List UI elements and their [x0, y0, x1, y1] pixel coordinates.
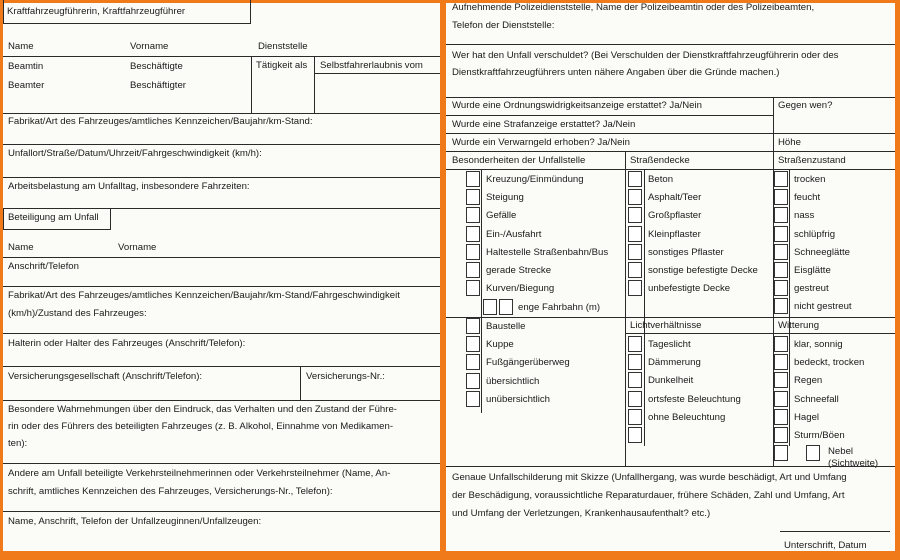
besonderheit-label-3: Gefälle	[486, 210, 517, 222]
stelle-label-1: Baustelle	[486, 321, 526, 332]
schilderung-line3: und Umfang der Verletzungen, Krankenhausaufenthalt? etc.)	[452, 508, 711, 519]
strassendecke-checkbox-5[interactable]	[628, 244, 642, 260]
sichtweite-label: (Sichtweite)	[828, 458, 879, 469]
arbeitsbelastung-label: Arbeitsbelastung am Unfalltag, insbesondere Fahrzeiten:	[8, 181, 250, 192]
vorname-label: Vorname	[130, 41, 169, 52]
strassenzustand-checkbox-8[interactable]	[774, 298, 788, 314]
witterung-label-4: Schneefall	[794, 393, 839, 405]
licht-label-4: ortsfeste Beleuchtung	[648, 393, 741, 405]
besonderheit-label-1: Kreuzung/Einmündung	[486, 174, 584, 185]
strassendecke-label-1: Beton	[648, 174, 674, 185]
stelle-checkbox-4[interactable]	[466, 373, 480, 389]
strassendecke-checkbox-4[interactable]	[628, 226, 642, 242]
licht-label-2: Dämmerung	[648, 357, 701, 369]
besonderheit-label-5: Haltestelle Straßenbahn/Bus	[486, 246, 609, 258]
strassenzustand-checkbox-1[interactable]	[774, 171, 788, 187]
licht-checkbox-2[interactable]	[628, 354, 642, 370]
verwarngeld-label: Wurde ein Verwarngeld erhoben? Ja/Nein	[452, 137, 630, 148]
licht-checkbox-1[interactable]	[628, 336, 642, 352]
strassendecke-label-5: sonstiges Pflaster	[648, 246, 724, 258]
besonderheit-label-6: gerade Strecke	[486, 265, 552, 276]
witterung-label-6: Sturm/Böen	[794, 430, 845, 441]
strafanzeige-label: Wurde eine Strafanzeige erstattet? Ja/Nein	[452, 119, 636, 130]
besonderheit-checkbox-6[interactable]	[466, 262, 480, 278]
beamter-option: Beamter	[8, 80, 45, 91]
zeugen-label: Name, Anschrift, Telefon der Unfallzeuginnen/Unfallzeugen:	[8, 516, 262, 527]
besonderheit-label-7: Kurven/Biegung	[486, 283, 555, 295]
beschaeftigter-option: Beschäftigter	[130, 80, 186, 91]
halterin-label: Halterin oder Halter des Fahrzeuges (Anschrift/Telefon):	[8, 338, 246, 349]
strassenzustand-label-7: gestreut	[794, 283, 829, 295]
besondere-line2: rin oder des Führers des beteiligten Fahrzeuges (z. B. Alkohol, Einnahme von Medikamen-	[8, 421, 394, 432]
versicherung-label: Versicherungsgesellschaft (Anschrift/Telefon):	[8, 371, 203, 382]
strassenzustand-checkbox-7[interactable]	[774, 280, 788, 296]
strassenzustand-label-6: Eisglätte	[794, 265, 831, 276]
licht-checkbox-3[interactable]	[628, 372, 642, 388]
licht-label-3: Dunkelheit	[648, 375, 694, 387]
fabrikat2-line1: Fabrikat/Art des Fahrzeuges/amtliches Kennzeichen/Baujahr/km-Stand/Fahrgeschwindigkeit	[8, 290, 400, 301]
hoehe-label: Höhe	[778, 137, 801, 148]
strassenzustand-label-1: trocken	[794, 174, 826, 185]
strassendecke-label-3: Großpflaster	[648, 210, 702, 222]
witterung-label-5: Hagel	[794, 411, 820, 423]
unterschrift-label: Unterschrift, Datum	[784, 540, 867, 551]
stelle-label-5: unübersichtlich	[486, 393, 550, 405]
besonderheiten-header: Besonderheiten der Unfallstelle	[452, 155, 586, 166]
witterung-header: Witterung	[778, 320, 820, 331]
verschuldet-line2: Dienstkraftfahrzeugführers unten nähere Angaben über die Gründe machen.)	[452, 67, 780, 78]
besonderheit-label-4: Ein-/Ausfahrt	[486, 228, 542, 240]
selbstfahrer-label: Selbstfahrerlaubnis vom	[320, 60, 423, 71]
gegen-wen-label: Gegen wen?	[778, 100, 833, 111]
strassendecke-label-6: sonstige befestigte Decke	[648, 265, 758, 276]
witterung-label-1: klar, sonnig	[794, 339, 843, 350]
nebel-checkbox[interactable]	[806, 445, 820, 461]
besonderheit-checkbox-7[interactable]	[466, 280, 480, 296]
strassenzustand-checkbox-5[interactable]	[774, 244, 788, 260]
stelle-checkbox-5[interactable]	[466, 391, 480, 407]
besondere-line3: ten):	[8, 438, 28, 449]
name2-label: Name	[8, 242, 34, 253]
strassenzustand-label-4: schlüpfrig	[794, 228, 836, 240]
anschrift-label: Anschrift/Telefon	[8, 261, 79, 272]
stelle-checkbox-3[interactable]	[466, 354, 480, 370]
beschaeftigte-option: Beschäftigte	[130, 61, 183, 72]
strassenzustand-label-8: nicht gestreut	[794, 301, 852, 313]
owi-label: Wurde eine Ordnungswidrigkeitsanzeige erstattet? Ja/Nein	[452, 100, 702, 111]
witterung-checkbox-3[interactable]	[774, 372, 788, 388]
strassenzustand-checkbox-2[interactable]	[774, 189, 788, 205]
licht-label-1: Tageslicht	[648, 339, 691, 350]
strassendecke-checkbox-6[interactable]	[628, 262, 642, 278]
unfallort-label: Unfallort/Straße/Datum/Uhrzeit/Fahrgeschwindigkeit (km/h):	[8, 148, 262, 159]
strassendecke-checkbox-7[interactable]	[628, 280, 642, 296]
witterung-checkbox-4[interactable]	[774, 391, 788, 407]
andere-line2: schrift, amtliches Kennzeichen des Fahrzeuges, Versicherungs-Nr., Telefon):	[8, 486, 333, 497]
besonderheit-checkbox-5[interactable]	[466, 244, 480, 260]
besonderheit-checkbox-4[interactable]	[466, 226, 480, 242]
vorname2-label: Vorname	[118, 242, 157, 253]
licht-extra-checkbox[interactable]	[628, 427, 642, 443]
stelle-checkbox-1[interactable]	[466, 318, 480, 334]
besonderheit-checkbox-2[interactable]	[466, 189, 480, 205]
name-label: Name	[8, 41, 34, 52]
licht-checkbox-4[interactable]	[628, 391, 642, 407]
frame-right	[895, 0, 900, 560]
schilderung-line1: Genaue Unfallschilderung mit Skizze (Unfallhergang, was wurde beschädigt, Art und Umfang	[452, 472, 847, 483]
strassenzustand-label-2: feucht	[794, 192, 821, 204]
strassendecke-label-2: Asphalt/Teer	[648, 192, 702, 204]
beamtin-option: Beamtin	[8, 61, 44, 72]
stelle-label-2: Kuppe	[486, 339, 514, 351]
stelle-label-4: übersichtlich	[486, 375, 540, 387]
licht-header: Lichtverhältnisse	[630, 320, 702, 331]
witterung-checkbox-5[interactable]	[774, 409, 788, 425]
strassendecke-checkbox-2[interactable]	[628, 189, 642, 205]
strassenzustand-header: Straßenzustand	[778, 155, 846, 166]
polizei-line2: Telefon der Dienststelle:	[452, 20, 555, 31]
besonderheit-checkbox-1[interactable]	[466, 171, 480, 187]
enge-fahrbahn-box-1[interactable]	[483, 299, 497, 315]
strassendecke-label-4: Kleinpflaster	[648, 228, 701, 240]
fabrikat-label: Fabrikat/Art des Fahrzeuges/amtliches Kennzeichen/Baujahr/km-Stand:	[8, 116, 313, 127]
verschuldet-line1: Wer hat den Unfall verschuldet? (Bei Verschulden der Dienstkraftfahrzeugführerin oder des	[452, 50, 839, 61]
strassenzustand-label-3: nass	[794, 210, 815, 222]
besondere-line1: Besondere Wahrnehmungen über den Eindruck, das Verhalten und den Zustand der Führe-	[8, 404, 397, 415]
witterung-label-2: bedeckt, trocken	[794, 357, 865, 369]
polizei-line1: Aufnehmende Polizeidienststelle, Name der Polizeibeamtin oder des Polizeibeamten,	[452, 2, 815, 13]
stelle-checkbox-2[interactable]	[466, 336, 480, 352]
taetig-als-label: Tätigkeit als	[256, 60, 308, 71]
witterung-checkbox-1[interactable]	[774, 336, 788, 352]
frame-bottom	[0, 551, 900, 560]
licht-label-5: ohne Beleuchtung	[648, 411, 726, 423]
frame-middle	[440, 0, 446, 560]
strassendecke-checkbox-1[interactable]	[628, 171, 642, 187]
strassendecke-header: Straßendecke	[630, 155, 690, 166]
licht-checkbox-5[interactable]	[628, 409, 642, 425]
strassenzustand-label-5: Schneeglätte	[794, 246, 851, 258]
versnr-label: Versicherungs-Nr.:	[306, 371, 385, 382]
nebel-label: Nebel	[828, 446, 854, 457]
besonderheit-checkbox-3[interactable]	[466, 207, 480, 223]
strassenzustand-checkbox-4[interactable]	[774, 226, 788, 242]
besonderheit-label-2: Steigung	[486, 192, 524, 204]
enge-fahrbahn-box-2[interactable]	[499, 299, 513, 315]
dienststelle-label: Dienststelle	[258, 41, 308, 52]
strassenzustand-checkbox-3[interactable]	[774, 207, 788, 223]
witterung-label-3: Regen	[794, 375, 823, 387]
fabrikat2-line2: (km/h)/Zustand des Fahrzeuges:	[8, 308, 147, 319]
strassendecke-checkbox-3[interactable]	[628, 207, 642, 223]
driver-header: Kraftfahrzeugführerin, Kraftfahrzeugführer	[7, 6, 186, 17]
enge-fahrbahn-label: enge Fahrbahn (m)	[518, 302, 601, 313]
stelle-label-3: Fußgängerüberweg	[486, 357, 570, 369]
frame-left	[0, 0, 3, 560]
strassendecke-label-7: unbefestigte Decke	[648, 283, 731, 295]
witterung-checkbox-2[interactable]	[774, 354, 788, 370]
beteiligung-label: Beteiligung am Unfall	[8, 212, 99, 223]
strassenzustand-checkbox-6[interactable]	[774, 262, 788, 278]
witterung-checkbox-6[interactable]	[774, 427, 788, 443]
witterung-extra-checkbox[interactable]	[774, 445, 788, 461]
schilderung-line2: der Beschädigung, voraussichtliche Reparaturdauer, frühere Schäden, Zahl und Umfang, Art	[452, 490, 845, 501]
andere-line1: Andere am Unfall beteiligte Verkehrsteilnehmerinnen oder Verkehrsteilnehmer (Name, An-	[8, 468, 391, 479]
